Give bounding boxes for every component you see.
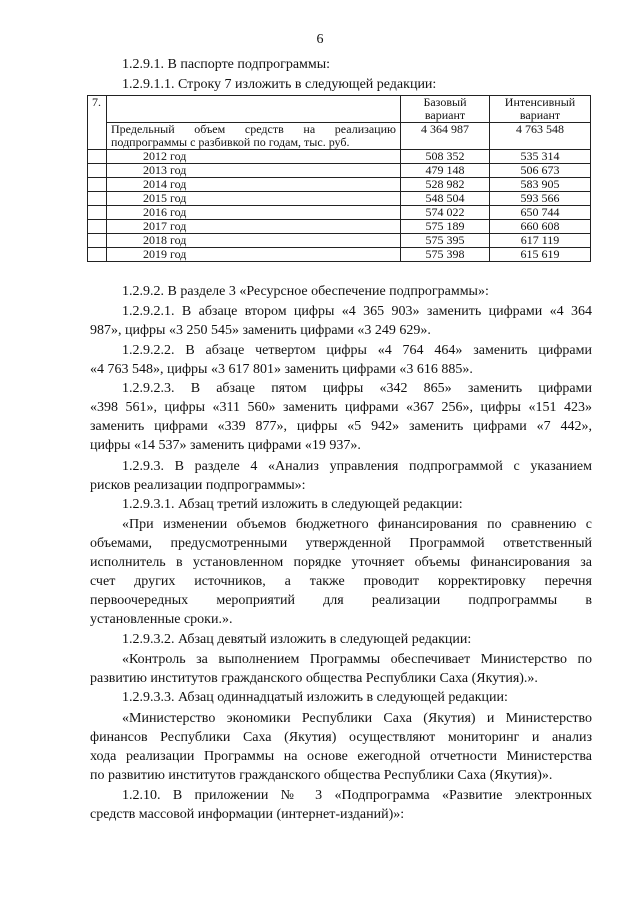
base-cell: 508 352 [401,150,490,164]
text-line: по развитию институтов гражданского общества Республики Саха (Якутия)». [90,768,553,783]
quote-2 [90,650,592,688]
intensive-cell: 615 619 [490,248,591,262]
heading-12911: 1.2.9.1.1. Строку 7 изложить в следующей редакции: [122,77,437,92]
para-1293 [90,457,592,495]
total-label-line-2: подпрограммы с разбивкой по годам, тыс. руб. [111,135,350,149]
para-12931: 1.2.9.3.1. Абзац третий изложить в следующей редакции: [122,497,463,512]
year-cell: 2015 год [107,192,401,206]
text-line: цифры «14 537» заменить цифрами «19 937». [90,438,361,453]
total-base-value: 4 364 987 [401,123,490,150]
table-total-row [88,123,591,150]
intensive-cell: 660 608 [490,220,591,234]
heading-1291: 1.2.9.1. В паспорте подпрограммы: [122,57,331,72]
year-cell: 2013 год [107,164,401,178]
intensive-cell: 506 673 [490,164,591,178]
year-cell: 2014 год [107,178,401,192]
text-line: «При изменении объемов бюджетного финансирования по сравнению с [122,517,592,532]
year-cell: 2019 год [107,248,401,262]
text-line: 987», цифры «3 250 545» заменить цифрами «3 249 629». [90,323,431,338]
base-cell: 548 504 [401,192,490,206]
year-cell: 2012 год [107,150,401,164]
intensive-cell: 535 314 [490,150,591,164]
col-intensive-header: Интенсивный вариант [490,96,591,123]
base-cell: 575 395 [401,234,490,248]
total-intensive-value: 4 763 548 [490,123,591,150]
table-row [88,178,591,192]
base-cell: 575 398 [401,248,490,262]
col-base-header: Базовый вариант [401,96,490,123]
para-12010 [90,786,592,824]
text-line: заменить цифрами «339 877», цифры «5 942» заменить цифрами «7 442», [90,419,592,434]
table-row [88,206,591,220]
base-cell: 528 982 [401,178,490,192]
text-line: «398 561», цифры «311 560» заменить цифрами «367 256», цифры «151 423» [90,400,592,415]
para-12922 [90,341,592,379]
year-cell: 2017 год [107,220,401,234]
text-line: хода реализации Программы на основе ежегодной отчетности Министерства [90,749,592,764]
page-number: 6 [316,32,324,47]
base-cell: 479 148 [401,164,490,178]
intensive-cell: 617 119 [490,234,591,248]
para-12933: 1.2.9.3.3. Абзац одиннадцатый изложить в следующей редакции: [122,690,508,705]
text-line: развитию институтов гражданского общества Республики Саха (Якутия).». [90,671,538,686]
table-row [88,248,591,262]
intensive-cell: 650 744 [490,206,591,220]
text-line: 1.2.10. В приложении № 3 «Подпрограмма «Развитие электронных [122,788,592,803]
year-cell: 2018 год [107,234,401,248]
base-cell: 575 189 [401,220,490,234]
year-cell: 2016 год [107,206,401,220]
para-12921 [90,302,592,340]
table-row [88,220,591,234]
text-line: исполнитель в установленном порядке уточняет объемы финансирования за [90,555,592,570]
table-row [88,150,591,164]
text-line: средств массовой информации (интернет-изданий)»: [90,807,405,822]
table-row [88,234,591,248]
intensive-cell: 593 566 [490,192,591,206]
row-number-cell: 7. [88,96,107,150]
text-line: 1.2.9.2.2. В абзаце четвертом цифры «4 764 464» заменить цифрами [122,343,592,358]
text-line: рисков реализации подпрограммы»: [90,478,306,493]
total-label-cell [107,123,401,150]
para-12932: 1.2.9.3.2. Абзац девятый изложить в следующей редакции: [122,632,472,647]
text-line: финансов Республики Саха (Якутия) осуществляют мониторинг и анализ [90,730,592,745]
para-12923 [90,379,592,455]
quote-3 [90,709,592,785]
para-1292: 1.2.9.2. В разделе 3 «Ресурсное обеспечение подпрограммы»: [122,284,489,299]
table-row [88,164,591,178]
text-line: установленные сроки.». [90,612,233,627]
resource-table [87,95,591,262]
header-empty-cell [107,96,401,123]
text-line: счет других источников, а также проводит корректировку перечня [90,574,592,589]
table-row [88,192,591,206]
text-line: объемами, предусмотренными утвержденной Программой ответственный [90,536,592,551]
intensive-cell: 583 905 [490,178,591,192]
text-line: «4 763 548», цифры «3 617 801» заменить цифрами «3 616 885». [90,362,473,377]
quote-1 [90,515,592,629]
text-line: первоочередных мероприятий для реализации подпрограммы в [90,593,592,608]
text-line: 1.2.9.2.1. В абзаце втором цифры «4 365 903» заменить цифрами «4 364 [122,304,592,319]
text-line: 1.2.9.2.3. В абзаце пятом цифры «342 865» заменить цифрами [122,381,592,396]
base-cell: 574 022 [401,206,490,220]
table-header-row [88,96,591,123]
text-line: «Контроль за выполнением Программы обеспечивает Министерство по [122,652,592,667]
text-line: «Министерство экономики Республики Саха (Якутия) и Министерство [122,711,592,726]
text-line: 1.2.9.3. В разделе 4 «Анализ управления подпрограммой с указанием [122,459,592,474]
total-label-line-1: Предельный объем средств на реализацию [111,122,396,136]
